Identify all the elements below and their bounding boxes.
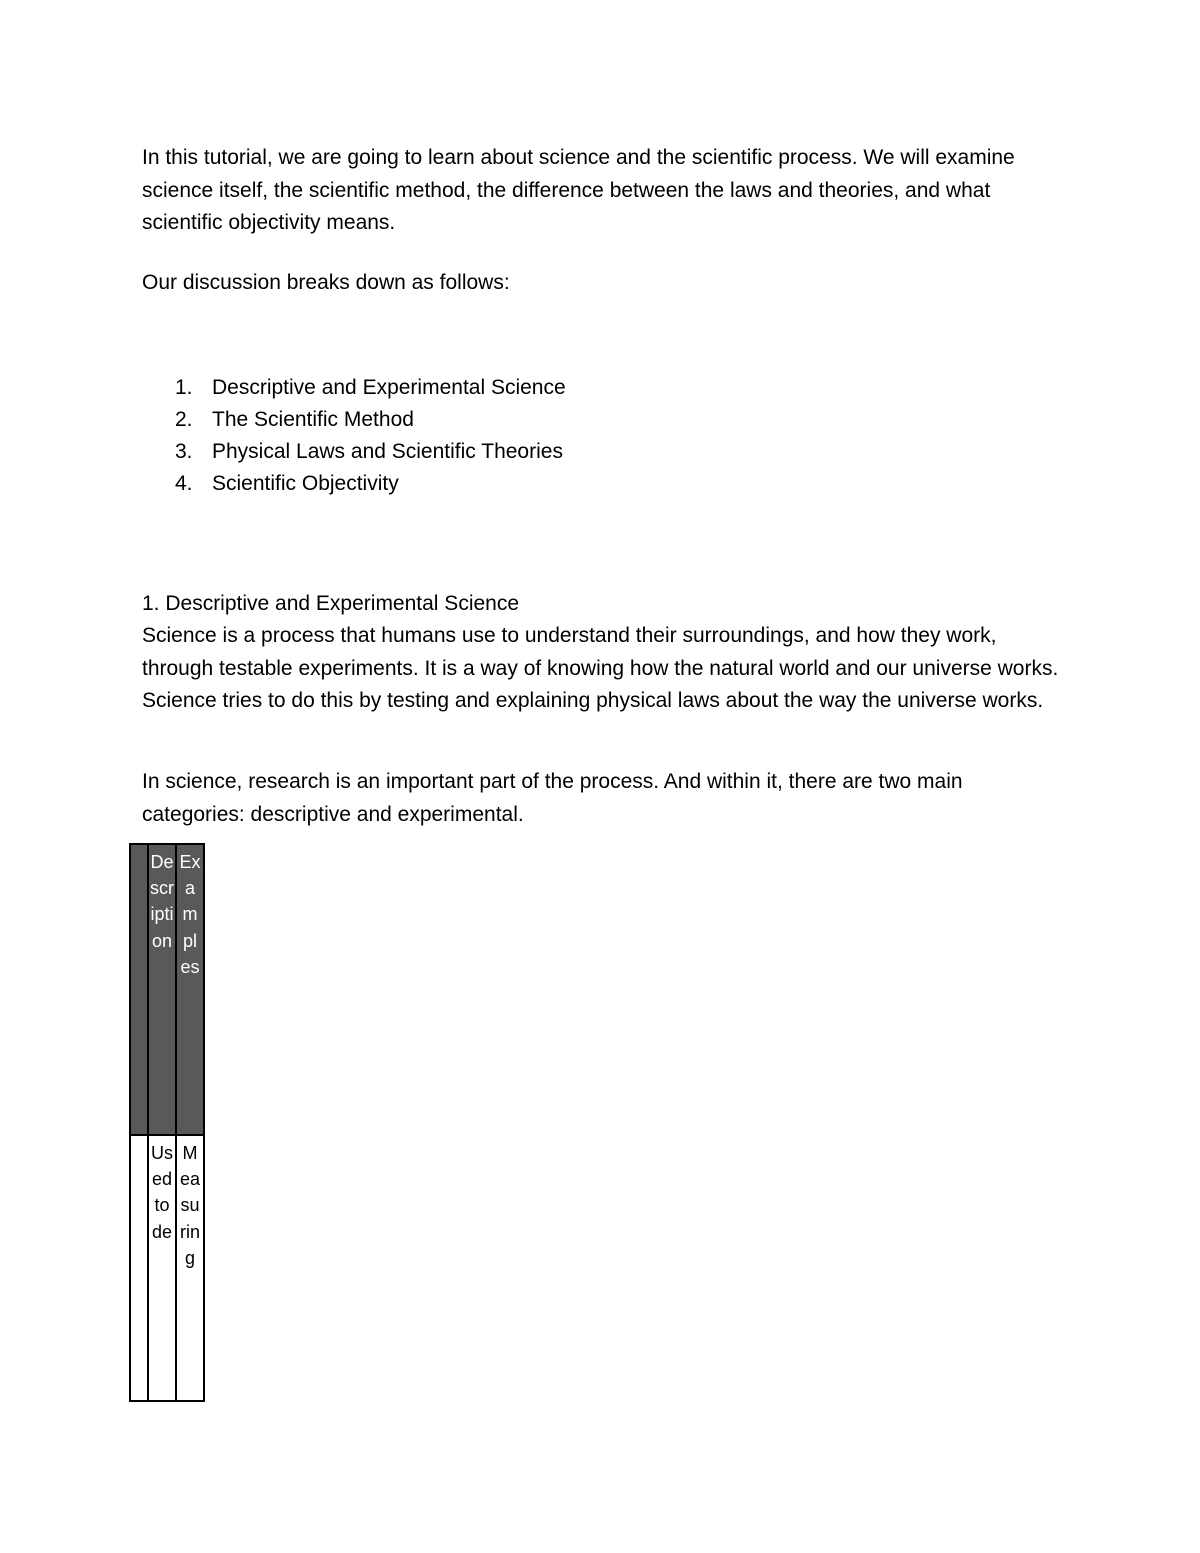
section-heading: 1. Descriptive and Experimental Science — [142, 592, 520, 615]
section-paragraph-1: Science is a process that humans use to understand their surroundings, and how they work, through testable experiments. It is a way of knowing how the natural world and our universe works. Science tries to do this by testing and explaining physical laws about the way the universe works. — [142, 624, 1059, 712]
header-examples: Examples — [179, 852, 201, 977]
section-paragraph-2: In science, research is an important part of the process. And within it, there are two main categories: descriptive and experimental. — [142, 770, 963, 826]
table-header-row — [131, 845, 203, 1136]
breakdown-lead: Our discussion breaks down as follows: — [142, 271, 510, 294]
header-description: Description — [150, 852, 174, 951]
list-item: 1. Descriptive and Experimental Science — [175, 376, 566, 399]
cell-description: Used to de — [151, 1143, 173, 1242]
categories-table — [129, 843, 205, 1402]
intro-paragraph: In this tutorial, we are going to learn about science and the scientific process. We will examine science itself, the scientific method, the difference between the laws and theories, and what scientific objectivity means. — [142, 146, 1015, 234]
outline-list — [142, 372, 566, 500]
table-row — [131, 1136, 203, 1400]
list-item: 3. Physical Laws and Scientific Theories — [175, 440, 563, 463]
column-divider — [175, 845, 177, 1400]
cell-examples: Measuring — [179, 1143, 201, 1268]
list-item: 2. The Scientific Method — [175, 408, 414, 431]
list-item: 4. Scientific Objectivity — [175, 472, 399, 495]
column-divider — [147, 845, 149, 1400]
